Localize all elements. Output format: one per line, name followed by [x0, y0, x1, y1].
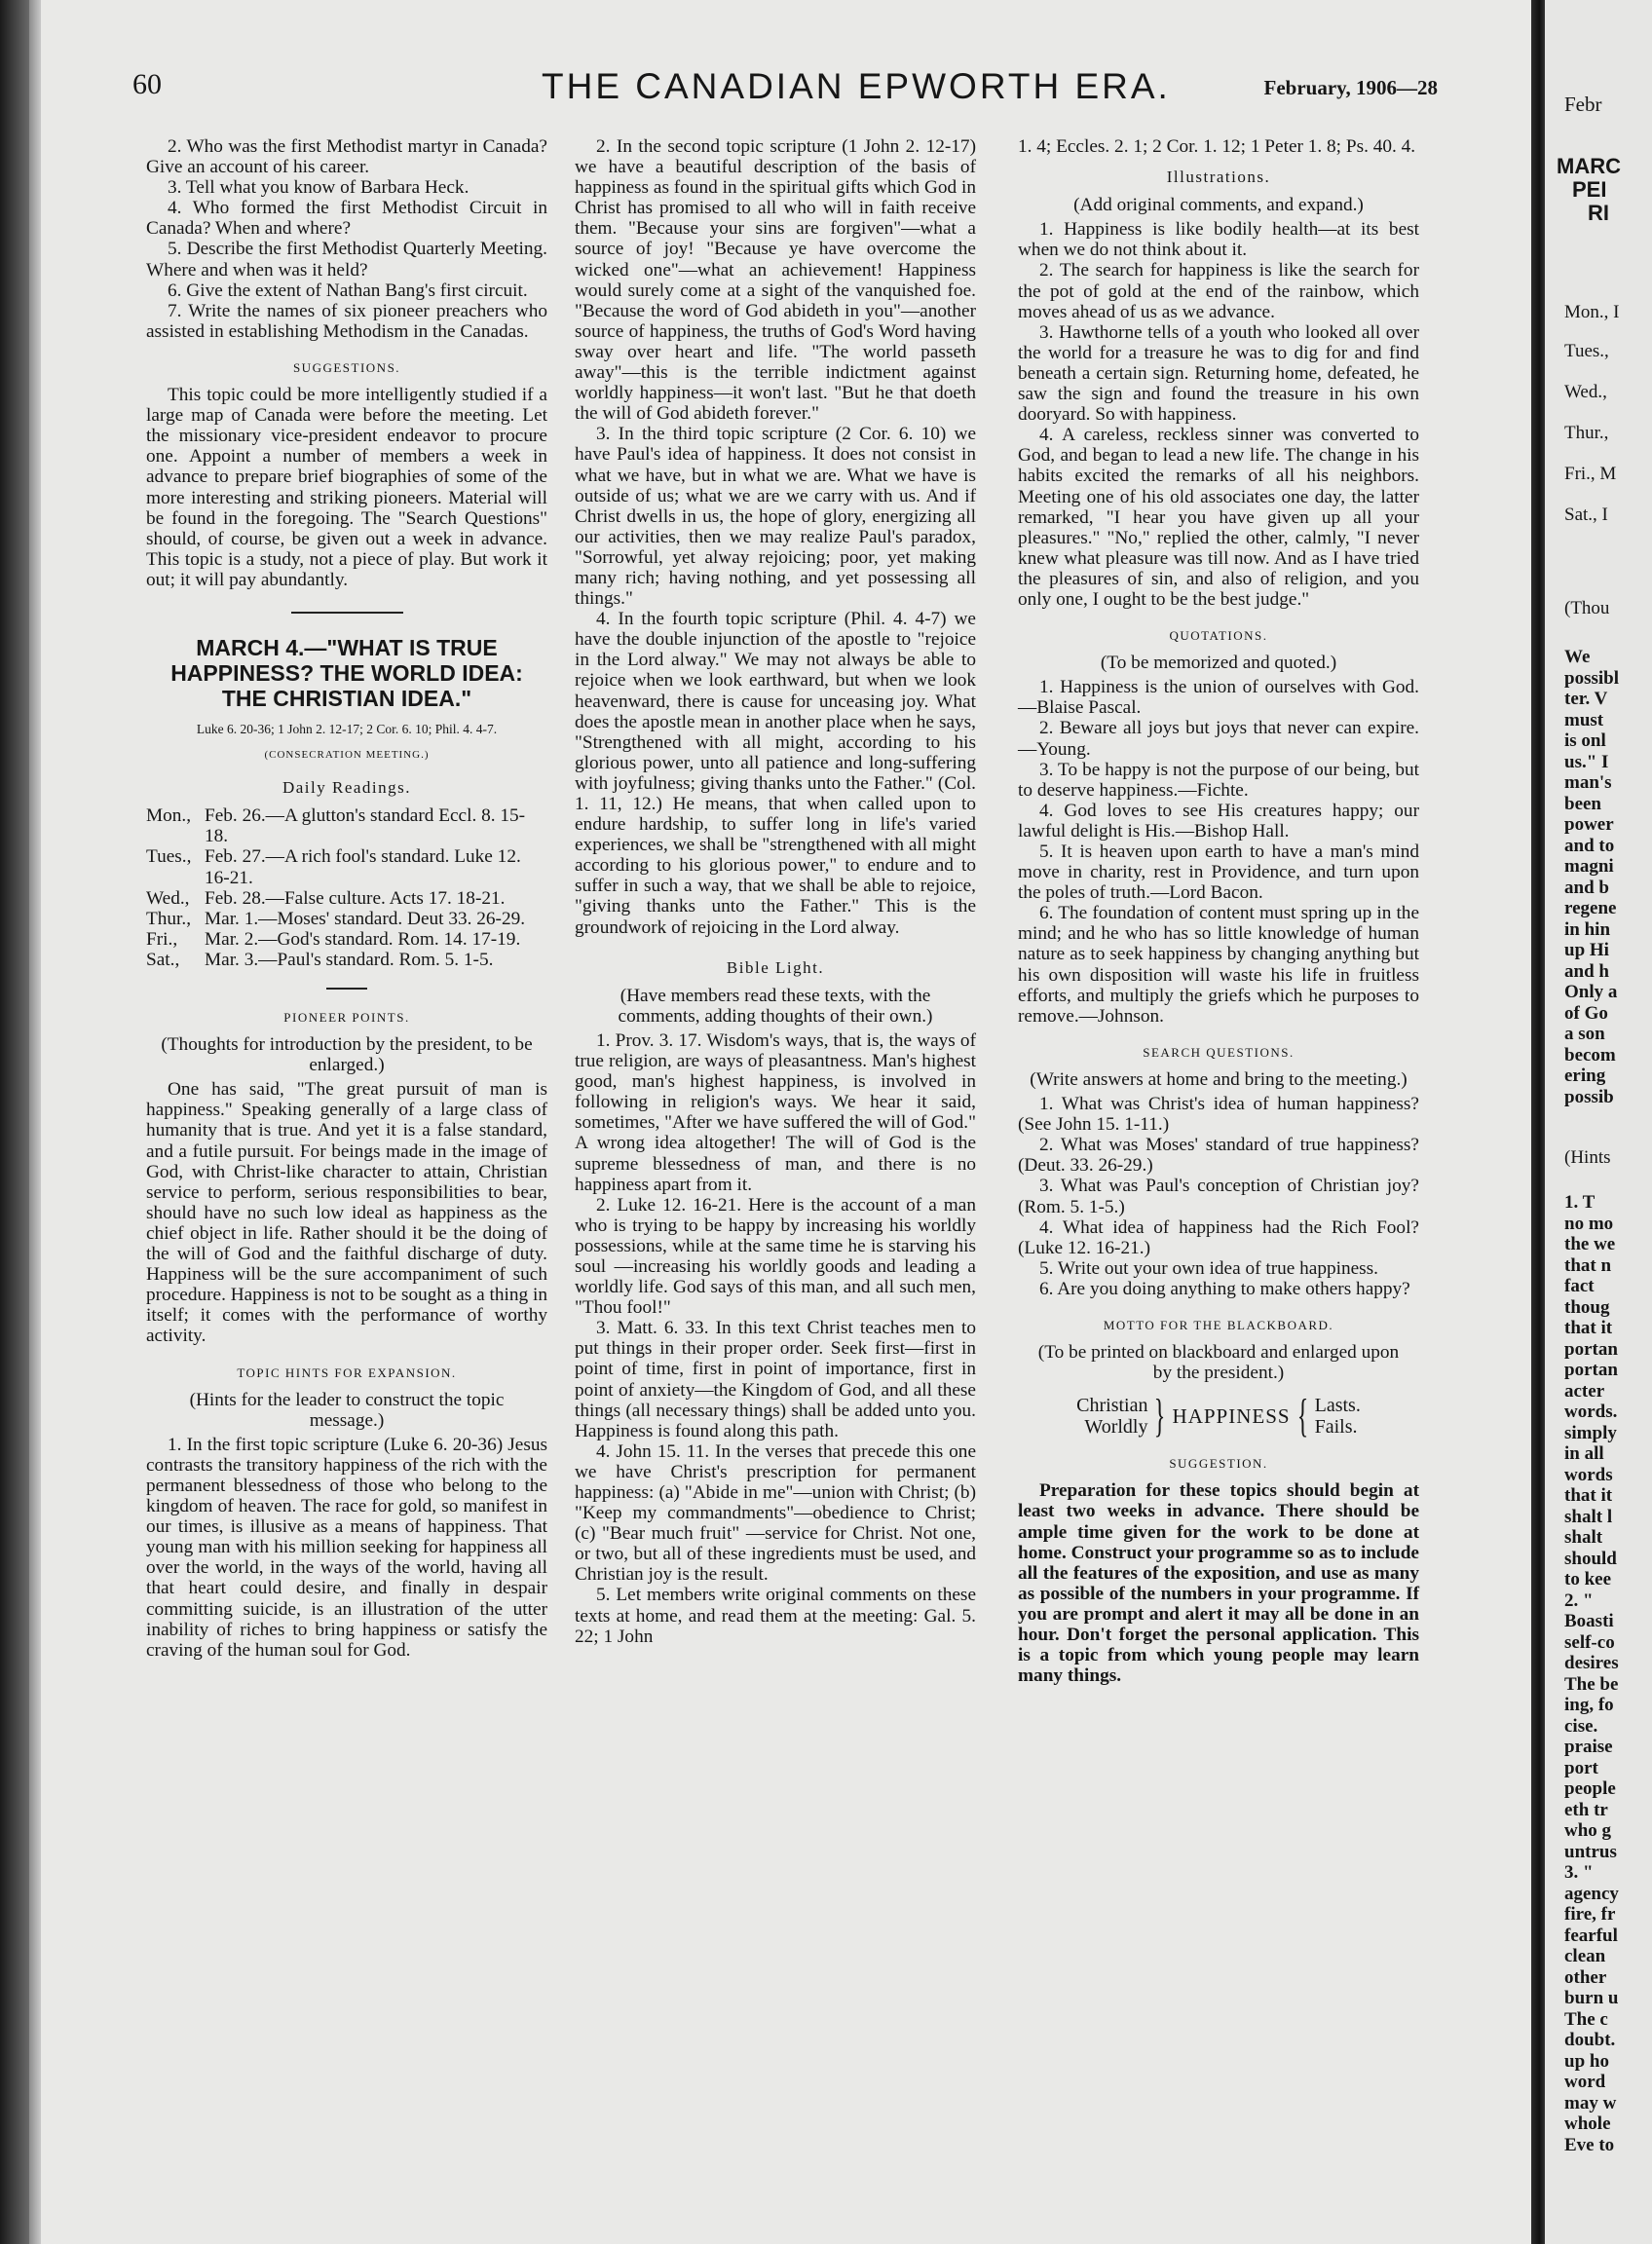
reading-day: Wed., [146, 887, 190, 909]
reading-row [146, 805, 547, 846]
facing-line: acter [1564, 1380, 1605, 1402]
facing-line: man's [1564, 772, 1612, 793]
facing-line: in all [1564, 1443, 1604, 1464]
facing-line: a son [1564, 1024, 1605, 1044]
reading-text: Feb. 26.—A glutton's standard Eccl. 8. 15-18. [205, 805, 526, 847]
topic-hints-note: (Hints for the leader to construct the topic message.) [189, 1389, 505, 1431]
facing-line: the we [1564, 1234, 1616, 1254]
reading-row [146, 846, 547, 887]
facing-line: in hin [1564, 918, 1611, 940]
question: 7. Write the names of six pioneer preachers who assisted in establishing Methodism in the Canadas. [146, 300, 547, 342]
facing-line: 3. " [1564, 1862, 1594, 1883]
facing-line: becom [1564, 1044, 1616, 1066]
facing-line: word [1564, 2072, 1606, 2092]
search-questions-heading: SEARCH QUESTIONS. [1143, 1044, 1295, 1060]
search-question: 2. What was Moses' standard of true happiness? (Deut. 33. 26-29.) [1018, 1135, 1419, 1177]
reading-text: Mar. 2.—God's standard. Rom. 14. 17-19. [205, 928, 521, 950]
facing-day: Fri., M [1564, 464, 1617, 484]
book-binding [0, 0, 29, 2244]
facing-line: up ho [1564, 2050, 1609, 2072]
topic-hint-3: 3. In the third topic scripture (2 Cor. 6. 10) we have Paul's idea of happiness. It does not consist in what we have, but in what we are. What we have is outside of us; what we are we carry with us. And if Christ dwells in us, the hope of glory, energizing all our activities, then we may realize Paul's paradox, "Sorrowful, yet alway rejoicing; poor, yet making many rich; having nothing, and yet possessing all things." [575, 424, 976, 610]
facing-line: possib [1564, 1086, 1614, 1107]
illustrations-heading: Illustrations. [1166, 168, 1271, 187]
illustration: 1. Happiness is like bodily health—at its best when we do not think about it. [1018, 219, 1419, 261]
short-rule [326, 988, 367, 990]
reading-text: Feb. 28.—False culture. Acts 17. 18-21. [205, 887, 506, 909]
quotations-note: (To be memorized and quoted.) [1100, 653, 1337, 674]
facing-line: and to [1564, 835, 1615, 856]
page-edge [29, 0, 41, 2244]
bible-light-heading: Bible Light. [726, 957, 825, 977]
facing-line: words. [1564, 1402, 1618, 1422]
facing-line: Boasti [1564, 1611, 1614, 1631]
journal-title: THE CANADIAN EPWORTH ERA. [542, 66, 1171, 106]
facing-line: is onl [1564, 730, 1606, 751]
facing-line: may w [1564, 2092, 1617, 2113]
illustration: 3. Hawthorne tells of a youth who looked all over the world for a treasure he was to dig for and find beneath a certain sign. Returning home, defeated, he saw the sign and found the treasure in his own dooryard. So with happiness. [1018, 321, 1419, 426]
facing-line: whole [1564, 2113, 1611, 2134]
facing-line: 2. " [1564, 1590, 1594, 1611]
motto-fails: Fails. [1314, 1416, 1358, 1439]
bible-light-note: (Have members read these texts, with the comments, adding thoughts of their own.) [618, 985, 933, 1027]
facing-line: burn u [1564, 1988, 1619, 2008]
illustration: 2. The search for happiness is like the search for the pot of gold at the end of the rainbow, which moves ahead of us as we advance. [1018, 260, 1419, 322]
question: 6. Give the extent of Nathan Bang's first circuit. [168, 280, 528, 301]
topic-hint-4: 4. In the fourth topic scripture (Phil. 4. 4-7) we have the double injunction of the apostle to "rejoice in the Lord alway." We may not always be able to rejoice when we look earthward, but when we look heavenward, there is cause for unceasing joy. What does the apostle mean in another place when he says, "Strengthened with all might, according to his glorious power, unto all patience and long-suffering with joyfulness; giving thanks unto the Father." (Col. 1. 11, 12.) He means, that when called upon to endure hardship, to suffer long in life's varied experiences, we shall be "strengthened with all might according to his glorious power," to endure and to suffer in such a way, that we shall be able to rejoice, "giving thanks unto the Father." This is the groundwork of rejoicing in the Lord alway. [575, 609, 976, 938]
facing-line: clean [1564, 1946, 1606, 1966]
facing-line: shalt l [1564, 1506, 1613, 1527]
left-brace-icon: { [1296, 1390, 1308, 1442]
facing-line: thoug [1564, 1296, 1610, 1318]
motto-happiness: HAPPINESS [1172, 1403, 1291, 1428]
facing-day: Wed., [1564, 382, 1607, 402]
facing-line: We [1564, 647, 1591, 667]
facing-line: that n [1564, 1254, 1612, 1276]
reading-text: Mar. 3.—Paul's standard. Rom. 5. 1-5. [205, 949, 494, 970]
facing-title-line: MARC [1557, 154, 1621, 178]
pioneer-points-heading: PIONEER POINTS. [283, 1010, 410, 1025]
facing-line: (Hints [1564, 1147, 1611, 1168]
reading-text: Feb. 27.—A rich fool's standard. Luke 12. 16-21. [205, 846, 521, 888]
section-rule [291, 612, 403, 614]
question: 5. Describe the first Methodist Quarterly Meeting. Where and when was it held? [146, 239, 547, 280]
facing-line: cise. [1564, 1715, 1598, 1737]
scripture-refs: Luke 6. 20-36; 1 John 2. 12-17; 2 Cor. 6. 10; Phil. 4. 4-7. [196, 721, 498, 736]
quotation: 4. God loves to see His creatures happy; our lawful delight is His.—Bishop Hall. [1018, 800, 1419, 842]
reading-day: Mon., [146, 805, 192, 827]
facing-day: Tues., [1564, 341, 1609, 361]
question: 4. Who formed the first Methodist Circuit in Canada? When and where? [146, 198, 547, 240]
meeting-type: (CONSECRATION MEETING.) [264, 749, 430, 762]
right-brace-icon: } [1154, 1390, 1166, 1442]
facing-line: and b [1564, 877, 1609, 898]
quotation: 1. Happiness is the union of ourselves with God.—Blaise Pascal. [1018, 677, 1419, 719]
bible-light-item: 2. Luke 12. 16-21. Here is the account of a man who is trying to be happy by increasing his worldly possessions, while at the same time he is starving his soul —increasing his worldly goods and leading a worldly life. God says of this man, and all such men, "Thou fool!" [575, 1194, 976, 1319]
quotation: 2. Beware all joys but joys that never can expire.—Young. [1018, 718, 1419, 760]
search-questions-note: (Write answers at home and bring to the meeting.) [1030, 1068, 1408, 1090]
bible-light-item: 4. John 15. 11. In the verses that precede this one we have Christ's prescription for permanent happiness: (a) "Abide in me"—union with Christ; (b) "Keep my commandments"—obedience to Christ; (c) "Bear much fruit" —service for Christ. Not one, or two, but all of these ingredients must be used, and Christian joy is the result. [575, 1440, 976, 1586]
quotations-heading: QUOTATIONS. [1169, 628, 1268, 644]
reading-row [146, 950, 547, 970]
facing-line: fire, fr [1564, 1904, 1616, 1925]
daily-readings-heading: Daily Readings. [282, 778, 412, 798]
facing-line: who g [1564, 1820, 1612, 1841]
facing-line: praise [1564, 1737, 1613, 1757]
facing-line: ering [1564, 1066, 1606, 1086]
quotation: 6. The foundation of content must spring up in the mind; and he who has so little knowledge of human nature as to seek happiness by changing anything but his own disposition will waste his life in fruitless efforts, and multiply the griefs which he purposes to remove.—Johnson. [1018, 903, 1419, 1027]
bible-light-item: 5. Let members write original comments on these texts at home, and read them at the meeting: Gal. 5. 22; 1 John [575, 1585, 976, 1647]
pioneer-text: One has said, "The great pursuit of man is happiness." Speaking generally of a large class of humanity that is true. And yet it is a false standard, and a futile pursuit. For beings made in the image of God, with Christ-like character to attain, Christian service to perform, serious responsibilities to bear, should have no such low ideal as happiness as the chief object in life. Rather should it be the doing of the will of God and the faithful discharge of duty. Happiness will be the sure accompaniment of such procedure. Happiness is not to be sought as a thing in itself; it comes with the performance of worthy activity. [146, 1079, 547, 1347]
search-question: 5. Write out your own idea of true happiness. [1039, 1257, 1378, 1279]
issue-date: February, 1906—28 [1263, 76, 1438, 99]
facing-line: must [1564, 709, 1604, 730]
facing-line: self-co [1564, 1631, 1615, 1653]
page-number: 60 [132, 68, 162, 100]
facing-line: should [1564, 1548, 1617, 1569]
suggestions-text: This topic could be more intelligently studied if a large map of Canada were before the meeting. Let the missionary vice-president endeavor to procure one. Appoint a number of members a week in advance to prepare brief biographies of some of the more interesting and striking pioneers. Material will be found in the foregoing. The "Search Questions" should, of course, be given out a week in advance. This topic is a study, not a piece of play. But work it out; it will pay abundantly. [146, 385, 547, 590]
bible-light-item: 1. Prov. 3. 17. Wisdom's ways, that is, the ways of true religion, are ways of pleasantness. Man's highest good, man's highest happiness, is involved in following in religion's ways. We hear it said, sometimes, "After we have suffered the will of God." A wrong idea altogether! The will of God is the supreme blessedness of man, and there is no happiness apart from it. [575, 1029, 976, 1195]
search-question: 3. What was Paul's conception of Christian joy? (Rom. 5. 1-5.) [1018, 1176, 1419, 1217]
facing-line: up Hi [1564, 940, 1609, 960]
facing-line: fact [1564, 1276, 1595, 1296]
motto-worldly: Worldly [1084, 1416, 1148, 1439]
continued-text: 1. 4; Eccles. 2. 1; 2 Cor. 1. 12; 1 Peter 1. 8; Ps. 40. 4. [1018, 136, 1416, 157]
facing-day: Sat., I [1564, 505, 1608, 525]
facing-line: (Thou [1564, 598, 1610, 618]
question: 3. Tell what you know of Barbara Heck. [168, 177, 469, 199]
question: 2. Who was the first Methodist martyr in Canada? Give an account of his career. [146, 136, 547, 178]
march-4-title: MARCH 4.—"WHAT IS TRUE HAPPINESS? THE WORLD IDEA: THE CHRISTIAN IDEA." [170, 634, 523, 711]
motto-christian: Christian [1076, 1395, 1148, 1417]
facing-line: of Go [1564, 1002, 1608, 1024]
facing-day: Thur., [1564, 423, 1609, 443]
illustrations-note: (Add original comments, and expand.) [1073, 195, 1364, 216]
column-3 [1018, 136, 1419, 1686]
facing-line: desires [1564, 1653, 1619, 1673]
facing-line: Only a [1564, 982, 1618, 1002]
blackboard-motto [1018, 1390, 1419, 1442]
quotation: 3. To be happy is not the purpose of our being, but to deserve happiness.—Fichte. [1018, 759, 1419, 801]
search-question: 1. What was Christ's idea of human happiness? (See John 15. 1-11.) [1018, 1094, 1419, 1136]
topic-hint-2: 2. In the second topic scripture (1 John 2. 12-17) we have a beautiful description of the basis of happiness as found in the spiritual gifts which God in Christ has promised to all who will in faith receive them. "Because your sins are forgiven"—what a source of joy! "Because ye have overcome the wicked one"—what an achievement! Happiness would surely come at a sight of the vanquished foe. "Because the word of God abideth in you"—another source of happiness, the truths of God's Word having sway over heart and life. "The world passeth away"—this is the terrible indictment against worldly happiness—it won't last. "But he that doeth the will of God abideth forever." [575, 136, 976, 425]
facing-line: that it [1564, 1485, 1613, 1506]
facing-line: eth tr [1564, 1799, 1608, 1820]
facing-line: port [1564, 1757, 1598, 1778]
search-question: 6. Are you doing anything to make others happy? [1039, 1278, 1410, 1299]
facing-line: portan [1564, 1360, 1618, 1380]
facing-line: shalt [1564, 1527, 1603, 1548]
facing-title-line: PEI [1572, 177, 1607, 202]
facing-line: other [1564, 1966, 1607, 1988]
motto-note: (To be printed on blackboard and enlarged upon by the president.) [1037, 1342, 1400, 1384]
suggestion-heading: SUGGESTION. [1169, 1456, 1268, 1472]
page-header [132, 64, 1438, 123]
facing-day: Mon., I [1564, 302, 1620, 322]
facing-line: words [1564, 1464, 1613, 1485]
facing-line: us." I [1564, 751, 1609, 772]
facing-page [1545, 0, 1652, 2244]
reading-row [146, 929, 547, 950]
facing-line: no mo [1564, 1213, 1614, 1234]
facing-line: fearful [1564, 1925, 1618, 1946]
search-question: 4. What idea of happiness had the Rich Fool? (Luke 12. 16-21.) [1018, 1216, 1419, 1258]
reading-day: Sat., [146, 949, 180, 970]
facing-line: simply [1564, 1422, 1617, 1443]
facing-line: 1. T [1564, 1192, 1596, 1213]
column-2 [575, 136, 976, 1647]
facing-line: agency [1564, 1883, 1619, 1904]
facing-line: power [1564, 814, 1614, 835]
pioneer-note: (Thoughts for introduction by the president, to be enlarged.) [161, 1034, 533, 1076]
facing-line: untrus [1564, 1841, 1617, 1862]
bible-light-item: 3. Matt. 6. 33. In this text Christ teaches men to put things in their proper order. Seek first—first in point of time, first in point of importance, first in point of anxiety—the Kingdom of God, and all these things (all necessary things) shall be added unto you. Happiness is found along this path. [575, 1318, 976, 1441]
reading-text: Mar. 1.—Moses' standard. Deut 33. 26-29. [205, 908, 526, 929]
facing-title-line: RI [1588, 201, 1609, 225]
reading-day: Fri., [146, 928, 178, 950]
facing-line: The c [1564, 2008, 1608, 2030]
reading-day: Thur., [146, 908, 192, 929]
facing-line: The be [1564, 1673, 1619, 1695]
facing-line: been [1564, 793, 1601, 814]
topic-hints-heading: TOPIC HINTS FOR EXPANSION. [237, 1365, 457, 1380]
facing-line: possibl [1564, 667, 1619, 689]
facing-header: Febr [1564, 93, 1602, 116]
suggestions-heading: SUGGESTIONS. [292, 359, 401, 375]
facing-line: and h [1564, 960, 1609, 982]
facing-line: magni [1564, 856, 1614, 877]
quotation: 5. It is heaven upon earth to have a man's mind move in charity, rest in Providence, and turn upon the poles of truth.—Lord Bacon. [1018, 842, 1419, 904]
facing-line: that it [1564, 1318, 1613, 1338]
facing-line: ing, fo [1564, 1695, 1614, 1715]
facing-line: regene [1564, 898, 1617, 918]
reading-row [146, 909, 547, 929]
facing-line: portan [1564, 1338, 1618, 1360]
suggestion-text: Preparation for these topics should begin at least two weeks in advance. There should be ample time given for the work to be done at home. Construct your programme so as to include all the features of the exposition, and use as many as possible of the numbers in your programme. If you are prompt and alert it may all be done in an hour. Don't forget the personal application. This is a topic from which young people may learn many things. [1018, 1480, 1419, 1687]
facing-line: ter. V [1564, 689, 1608, 709]
facing-line: doubt. [1564, 2030, 1616, 2050]
topic-hint-1: 1. In the first topic scripture (Luke 6. 20-36) Jesus contrasts the transitory happiness of the rich with the permanent blessedness of those who belong to the kingdom of heaven. The race for gold, so manifest in our times, is illusive as a means of happiness. That young man with his million seeking for happiness all over the world, in the ways of the world, having all that heart could desire, and finally in despair committing suicide, is an illustration of the utter inability of riches to bring happiness or satisfy the craving of the human soul for God. [146, 1434, 547, 1661]
facing-line: people [1564, 1778, 1616, 1799]
facing-line: to kee [1564, 1569, 1612, 1590]
reading-day: Tues., [146, 846, 192, 868]
book-gutter [1531, 0, 1545, 2244]
illustration: 4. A careless, reckless sinner was converted to God, and began to lead a new life. The change in his habits excited the remarks of all his neighbors. Meeting one of his old associates one day, the latter remarked, "I hear you have given up all your pleasures." "No," replied the other, calmly, "I never knew what pleasure was till now. And as I have tried the pleasures of sin, and also of religion, and you only one, I ought to be the best judge." [1018, 425, 1419, 610]
column-1 [146, 136, 547, 1661]
motto-heading: MOTTO FOR THE BLACKBOARD. [1103, 1317, 1334, 1332]
reading-row [146, 888, 547, 909]
motto-lasts: Lasts. [1314, 1395, 1361, 1417]
facing-line: Eve to [1564, 2134, 1615, 2155]
